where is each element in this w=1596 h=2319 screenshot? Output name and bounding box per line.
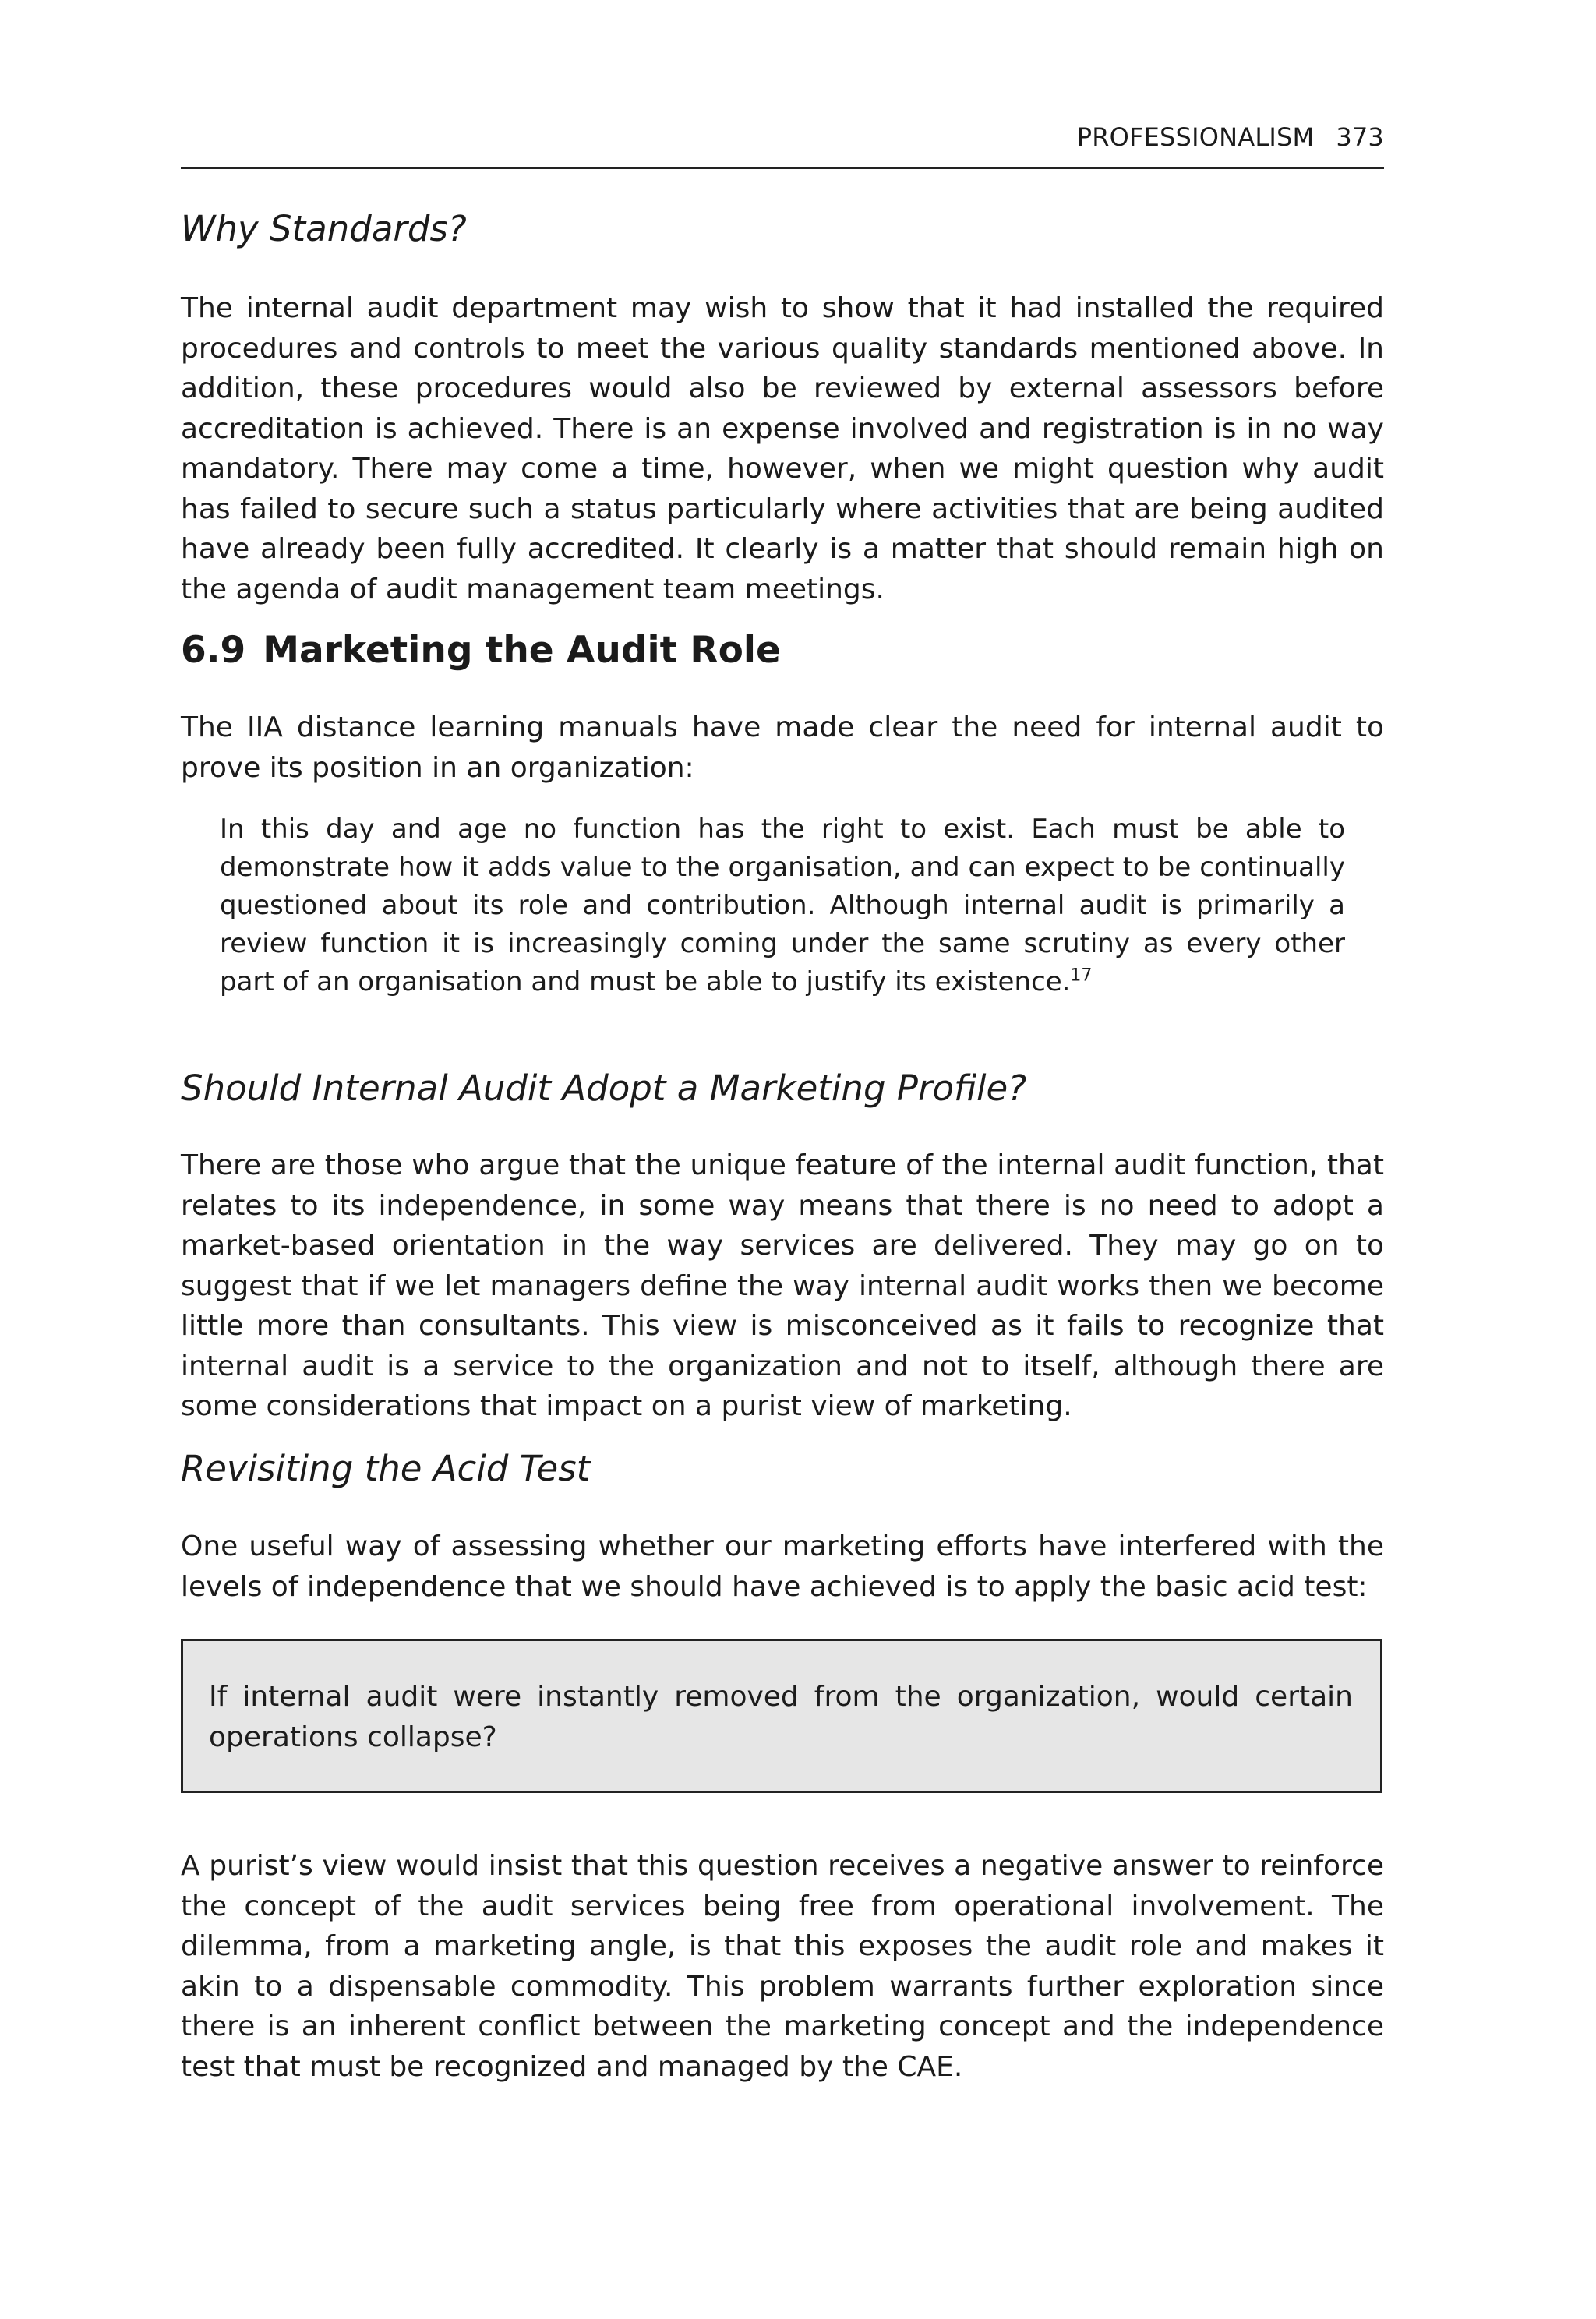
acid-test-question: If internal audit were instantly removed from the organization, would certain operations collapse?: [209, 1681, 1353, 1753]
block-quote-text: In this day and age no function has the right to exist. Each must be able to demonstrate how it adds value to the organisation, and can expect to be continually questioned about its role and contribution. Although internal audit is primarily a review function it is increasingly coming under the same scrutiny as every other part of an organisation and must be able to justify its existence.: [220, 814, 1345, 997]
section-title: Marketing the Audit Role: [263, 629, 781, 672]
marketing-profile-heading: Should Internal Audit Adopt a Marketing Profile?: [181, 1068, 1027, 1109]
acid-test-intro-paragraph: One useful way of assessing whether our marketing efforts have interfered with the levels of independence that we should have achieved is to apply the basic acid test:: [181, 1530, 1384, 1603]
block-quote: [220, 810, 1345, 1001]
section-intro-paragraph: The IIA distance learning manuals have made clear the need for internal audit to prove its position in an organization:: [181, 711, 1384, 784]
acid-test-box: [181, 1639, 1382, 1793]
footnote-marker: 17: [1070, 965, 1093, 986]
running-head: [181, 120, 1384, 154]
acid-test-closing-paragraph: A purist’s view would insist that this question receives a negative answer to reinforce the concept of the audit services being free from operational involvement. The dilemma, from a marketing angle, is that this exposes the audit role and makes it akin to a dispensable commodity. This problem warrants further exploration since there is an inherent conflict between the marketing concept and the independence test that must be recognized and managed by the CAE.: [181, 1850, 1384, 2083]
running-title: PROFESSIONALISM: [1076, 122, 1315, 152]
page-number: 373: [1336, 122, 1384, 152]
why-standards-paragraph: The internal audit department may wish to show that it had installed the required procedures and controls to meet the various quality standards mentioned above. In addition, these procedures would also be reviewed by external assessors before accreditation is achieved. There is an expense involved and registration is in no way mandatory. There may come a time, however, when we might question why audit has failed to secure such a status particularly where activities that are being audited have already been fully accredited. It clearly is a matter that should remain high on the agenda of audit management team meetings.: [181, 292, 1384, 605]
header-rule: [181, 167, 1384, 169]
acid-test-heading: Revisiting the Acid Test: [181, 1448, 591, 1489]
section-heading: [181, 627, 781, 674]
section-number: 6.9: [181, 629, 246, 672]
marketing-profile-paragraph: There are those who argue that the unique feature of the internal audit function, that relates to its independence, in some way means that there is no need to adopt a market-based orientation in the way services are delivered. They may go on to suggest that if we let managers define the way internal audit works then we become little more than consultants. This view is misconceived as it fails to recognize that internal audit is a service to the organization and not to itself, although there are some considerations that impact on a purist view of marketing.: [181, 1149, 1384, 1422]
why-standards-heading: Why Standards?: [181, 208, 467, 249]
